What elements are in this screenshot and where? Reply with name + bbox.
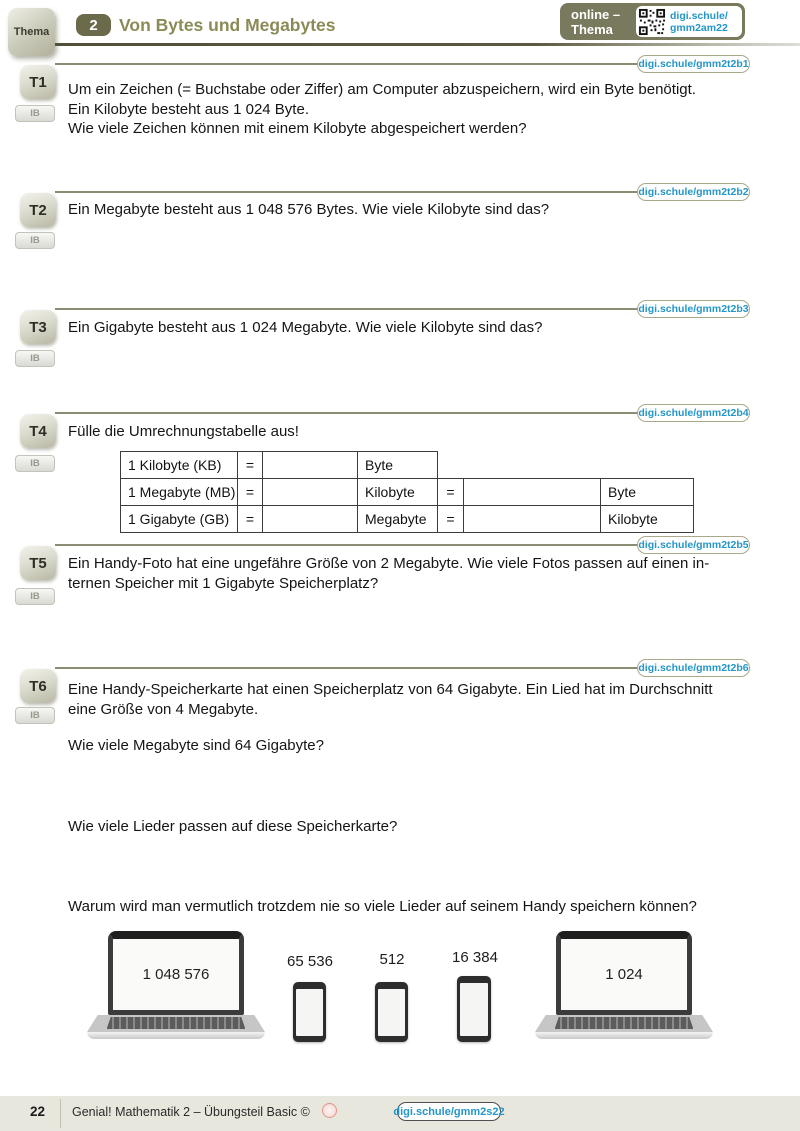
task-number-badge-t6: T6 [20, 669, 56, 703]
table-cell-equals: = [238, 506, 263, 533]
laptop-keyboard [87, 1015, 265, 1032]
table-cell-blank[interactable] [263, 452, 358, 479]
task-divider-line [55, 412, 638, 414]
table-cell-equals: = [238, 452, 263, 479]
task-number-badge-t3: T3 [20, 310, 56, 344]
task-divider-line [55, 544, 638, 546]
task-link-badge-t5[interactable] [637, 536, 750, 554]
page-footer [0, 1096, 800, 1131]
task-text-t3 [68, 318, 542, 338]
task-link-text: digi.schule/gmm2t2b2 [638, 185, 749, 198]
ib-badge: IB [15, 350, 55, 367]
task-link-text: digi.schule/gmm2t2b1 [638, 57, 749, 70]
ib-badge: IB [15, 707, 55, 724]
ib-badge: IB [15, 105, 55, 122]
table-cell-label: 1 Kilobyte (KB) [121, 452, 238, 479]
thema-tab-label: Thema [13, 26, 50, 38]
table-cell-blank[interactable] [464, 506, 601, 533]
task-text-line: eine Größe von 4 Megabyte. [68, 700, 259, 718]
task-text-t2 [68, 200, 549, 220]
phone-value-label: 65 536 [287, 953, 333, 970]
task-link-badge-t4[interactable] [637, 404, 750, 422]
table-cell-label: 1 Gigabyte (GB) [121, 506, 238, 533]
laptop-icon [87, 931, 265, 1039]
publisher-stamp-icon [322, 1103, 337, 1118]
phone-screen [378, 989, 405, 1036]
task-number-badge-t1: T1 [20, 65, 56, 99]
smartphone-icon [457, 976, 491, 1042]
t6-question-why: Warum wird man vermutlich trotzdem nie so viele Lieder auf seinem Handy speichern können? [68, 898, 697, 915]
task-link-badge-t6[interactable] [637, 659, 750, 677]
table-row [121, 479, 694, 506]
online-label-line1: online – [571, 6, 621, 22]
task-text-line: Ein Gigabyte besteht aus 1 024 Megabyte. Wie viele Kilobyte sind das? [68, 319, 543, 336]
online-thema-box[interactable] [560, 3, 745, 40]
task-link-text: digi.schule/gmm2t2b5 [638, 538, 749, 551]
task-text-line: Eine Handy-Speicherkarte hat einen Speicherplatz von 64 Gigabyte. Ein Lied hat im Durchschnitt [68, 681, 713, 698]
table-cell-unit: Kilobyte [601, 506, 694, 533]
ib-badge: IB [15, 455, 55, 472]
table-cell-equals: = [438, 506, 464, 533]
table-cell-unit: Kilobyte [358, 479, 438, 506]
laptop-icon [535, 931, 713, 1039]
laptop-value: 1 024 [605, 966, 643, 983]
task-text-line: Ein Kilobyte besteht aus 1 024 Byte. [68, 100, 309, 118]
online-link-panel [636, 6, 742, 37]
table-cell-equals: = [238, 479, 263, 506]
phone-value-label: 512 [379, 951, 405, 968]
task-text-line: Fülle die Umrechnungstabelle aus! [68, 423, 299, 440]
laptop-base [87, 1032, 265, 1039]
task-link-text: digi.schule/gmm2t2b4 [638, 406, 749, 419]
table-cell-spacer [438, 452, 694, 479]
online-link-line1: digi.schule/ [670, 9, 728, 22]
smartphone-icon [293, 982, 326, 1042]
task-divider-line [55, 667, 638, 669]
online-label-line2: Thema [571, 21, 613, 37]
task-divider-line [55, 308, 638, 310]
task-number-badge-t4: T4 [20, 414, 56, 448]
ib-badge: IB [15, 232, 55, 249]
table-cell-unit: Byte [601, 479, 694, 506]
footer-link-badge[interactable] [393, 1102, 505, 1121]
t6-question-megabytes: Wie viele Megabyte sind 64 Gigabyte? [68, 737, 324, 754]
task-link-text: digi.schule/gmm2t2b6 [638, 661, 749, 674]
book-title: Genial! Mathematik 2 – Übungsteil Basic © [72, 1105, 310, 1119]
table-row [121, 506, 694, 533]
header-rule [43, 43, 800, 46]
task-text-line: Wie viele Zeichen können mit einem Kilobyte abgespeichert werden? [68, 120, 527, 137]
laptop-screen [556, 931, 692, 1015]
task-text-line: Ein Handy-Foto hat eine ungefähre Größe von 2 Megabyte. Wie viele Fotos passen auf einen in- [68, 555, 710, 572]
task-divider-line [55, 63, 638, 65]
task-link-badge-t2[interactable] [637, 183, 750, 201]
table-row [121, 452, 694, 479]
page-number: 22 [30, 1104, 46, 1119]
table-cell-blank[interactable] [464, 479, 601, 506]
task-number-badge-t2: T2 [20, 193, 56, 227]
footer-link-text: digi.schule/gmm2s22 [393, 1105, 505, 1118]
phone-value-label: 16 384 [452, 949, 498, 966]
task-link-badge-t3[interactable] [637, 300, 750, 318]
ib-badge: IB [15, 588, 55, 605]
qr-code-icon[interactable] [638, 8, 666, 36]
task-text-line: Um ein Zeichen (= Buchstabe oder Ziffer) am Computer abzuspeichern, wird ein Byte benötigt. [68, 81, 696, 98]
task-text-t6 [68, 680, 713, 719]
task-divider-line [55, 191, 638, 193]
conversion-table [120, 451, 694, 533]
laptop-screen [108, 931, 244, 1015]
t6-question-songs: Wie viele Lieder passen auf diese Speicherkarte? [68, 818, 398, 835]
laptop-keyboard [535, 1015, 713, 1032]
table-cell-equals: = [438, 479, 464, 506]
table-cell-unit: Byte [358, 452, 438, 479]
online-thema-link[interactable] [670, 10, 728, 34]
table-cell-label: 1 Megabyte (MB) [121, 479, 238, 506]
task-text-t4 [68, 422, 299, 442]
task-text-line: ternen Speicher mit 1 Gigabyte Speicherplatz? [68, 574, 379, 592]
phone-screen [460, 983, 488, 1036]
phone-screen [296, 989, 323, 1036]
task-number-badge-t5: T5 [20, 546, 56, 580]
laptop-value: 1 048 576 [142, 966, 210, 983]
task-text-t5 [68, 554, 709, 593]
task-link-text: digi.schule/gmm2t2b3 [638, 302, 749, 315]
page-title: Von Bytes und Megabytes [119, 15, 336, 35]
table-cell-unit: Megabyte [358, 506, 438, 533]
online-thema-label [571, 7, 620, 37]
task-text-t1 [68, 80, 696, 139]
footer-divider [60, 1099, 61, 1128]
chapter-number-badge: 2 [76, 14, 111, 36]
table-cell-blank[interactable] [263, 479, 358, 506]
laptop-base [535, 1032, 713, 1039]
thema-tab [8, 8, 55, 56]
smartphone-icon [375, 982, 408, 1042]
table-cell-blank[interactable] [263, 506, 358, 533]
online-link-line2: gmm2am22 [670, 21, 728, 34]
task-text-line: Ein Megabyte besteht aus 1 048 576 Bytes. Wie viele Kilobyte sind das? [68, 201, 550, 218]
task-link-badge-t1[interactable] [637, 55, 750, 73]
